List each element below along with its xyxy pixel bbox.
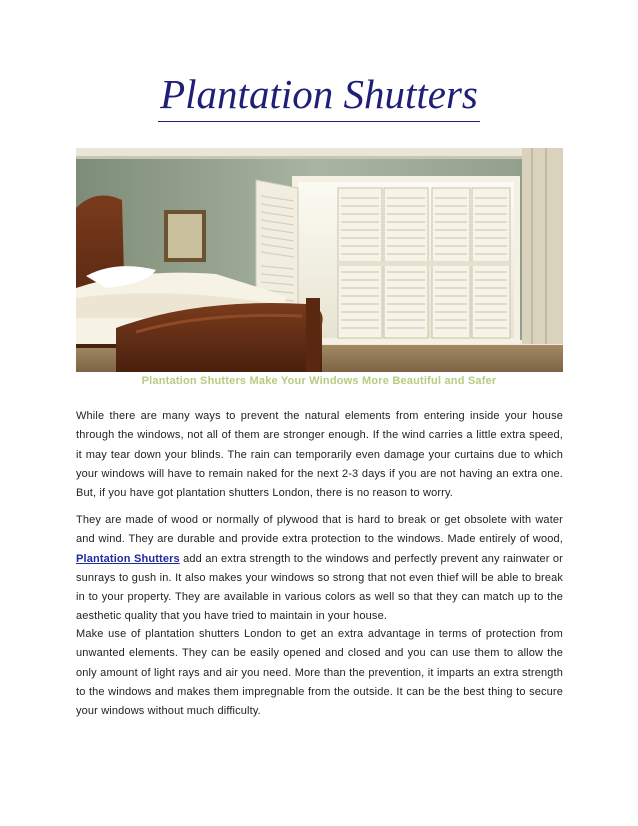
paragraph-2 — [76, 511, 563, 627]
paragraph-3: Make use of plantation shutters London to get an extra advantage in terms of protection from unwanted elements. They can be easily opened and closed and you can use them to allow the only amount of light rays and air you need. More than the prevention, it imparts an extra strength to the windows and makes them impregnable from the outside. It can be the best thing to secure your windows without much difficulty. — [76, 628, 563, 718]
paragraph-1: While there are many ways to prevent the natural elements from entering inside your house through the windows, not all of them are stronger enough. If the wind carries a little extra speed, it may tear down your blinds. The rain can temporarily even damage your curtains due to which your windows will have to remain naked for the next 2-3 days if you are not having an extra one. But, if you have got plantation shutters London, there is no reason to worry. — [76, 410, 563, 500]
paragraph-2-end: add an extra strength to the windows and perfectly prevent any rainwater or sunrays to gush in. It also makes your windows so strong that not even thief will be able to break in to your property. They are available in various colors as well so that they can match up to the aesthetic quality that you have tried to maintain in your house. — [76, 552, 563, 623]
title-text: Plantation Shutters — [158, 74, 480, 122]
photo-illustration — [76, 148, 563, 372]
image-caption: Plantation Shutters Make Your Windows More Beautiful and Safer — [141, 375, 497, 387]
bedroom-shutters-photo — [76, 148, 563, 372]
document-title — [0, 71, 638, 122]
paragraph-2-start: They are made of wood or normally of plywood that is hard to break or get obsolete with water and wind. They are durable and provide extra protection to the windows. Made entirely of wood, — [76, 514, 563, 546]
plantation-shutters-link[interactable]: Plantation Shutters — [76, 552, 180, 565]
